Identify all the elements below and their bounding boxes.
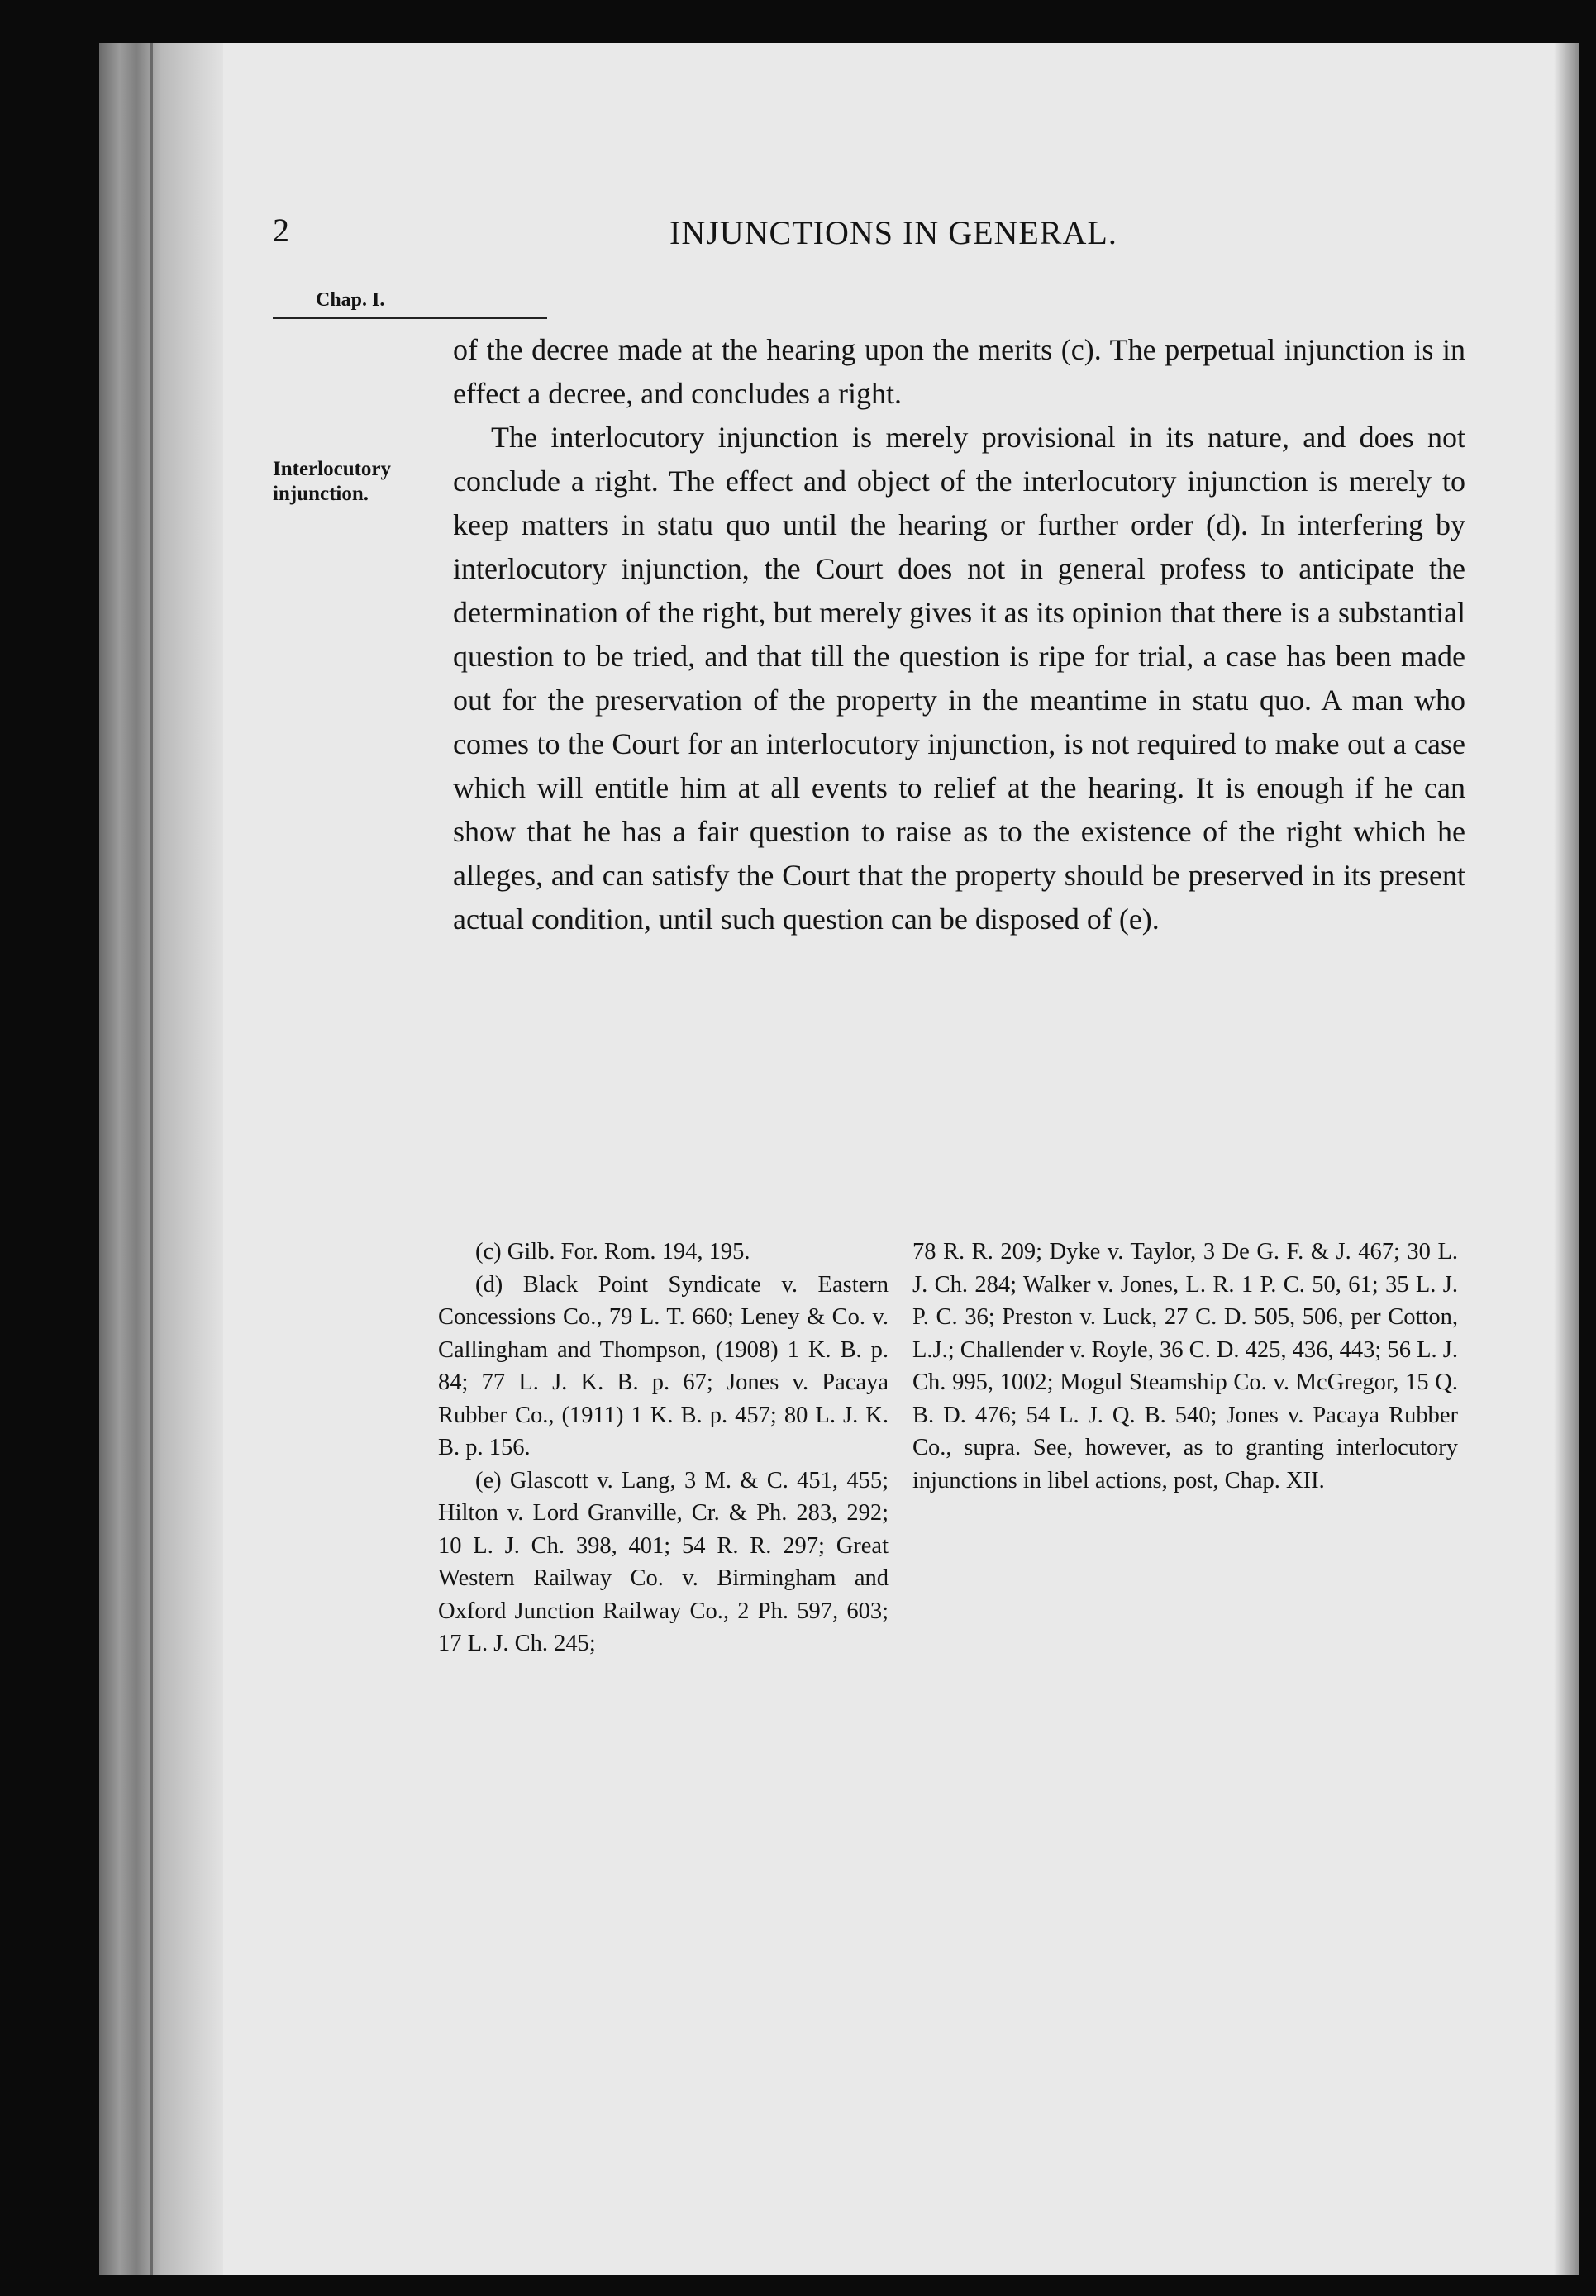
running-head: INJUNCTIONS IN GENERAL. — [669, 214, 1117, 251]
page-gutter-shadow — [99, 43, 223, 2275]
footnote-c: (c) Gilb. For. Rom. 194, 195. — [475, 1239, 750, 1265]
margin-note-line2: injunction. — [273, 483, 369, 505]
page-edge-shadow — [1554, 43, 1579, 2275]
page-number: 2 — [273, 212, 289, 249]
footnote-d: (d) Black Point Syndicate v. Eastern Concessions Co., 79 L. T. 660; Leney & Co. v. Callingham and Thompson, (1908) 1 K. B. p. 84; 77 L. J. K. B. p. 67; Jones v. Pacaya Rubber Co., (1911) 1 K. B. p. 457; 80 L. J. K. B. p. 156. — [438, 1271, 889, 1460]
chapter-rule — [273, 317, 547, 319]
footnote-e-continued: 78 R. R. 209; Dyke v. Taylor, 3 De G. F. & J. 467; 30 L. J. Ch. 284; Walker v. Jones, L. R. 1 P. C. 50, 61; 35 L. J. P. C. 36; Preston v. Luck, 27 C. D. 505, 506, per Cotton, L.J.; Challender v. Royle, 36 C. D. 425, 436, 443; 56 L. J. Ch. 995, 1002; Mogul Steamship Co. v. McGregor, 15 Q. B. D. 476; 54 L. J. Q. B. 540; Jones v. Pacaya Rubber Co., supra. See, however, as to granting interlocutory injunctions in libel actions, post, Chap. XII. — [912, 1239, 1458, 1493]
chapter-label: Chap. I. — [316, 289, 385, 311]
footnotes-left-column — [438, 1236, 889, 1660]
paragraph-1: of the decree made at the hearing upon the merits (c). The perpetual injunction is in effect a decree, and concludes a right. — [453, 333, 1465, 410]
body-text — [453, 328, 1465, 941]
gutter-line — [150, 43, 153, 2275]
margin-note — [273, 457, 391, 507]
paragraph-2: The interlocutory injunction is merely provisional in its nature, and does not conclude a right. The effect and object of the interlocutory injunction is merely to keep matters in statu quo until the hearing or further order (d). In interfering by interlocutory injunction, the Court does not in general profess to anticipate the determination of the right, but merely gives it as its opinion that there is a substantial question to be tried, and that till the question is ripe for trial, a case has been made out for the preservation of the property in the meantime in statu quo. A man who comes to the Court for an interlocutory injunction, is not required to make out a case which will entitle him at all events to relief at the hearing. It is enough if he can show that he has a fair question to raise as to the existence of the right which he alleges, and can satisfy the Court that the property should be preserved in its present actual condition, until such question can be disposed of (e). — [453, 421, 1465, 936]
footnote-e: (e) Glascott v. Lang, 3 M. & C. 451, 455; Hilton v. Lord Granville, Cr. & Ph. 283, 292; 10 L. J. Ch. 398, 401; 54 R. R. 297; Great Western Railway Co. v. Birmingham and Oxford Junction Railway Co., 2 Ph. 597, 603; 17 L. J. Ch. 245; — [438, 1467, 889, 1656]
margin-note-line1: Interlocutory — [273, 458, 392, 480]
footnotes-right-column — [912, 1236, 1458, 1497]
